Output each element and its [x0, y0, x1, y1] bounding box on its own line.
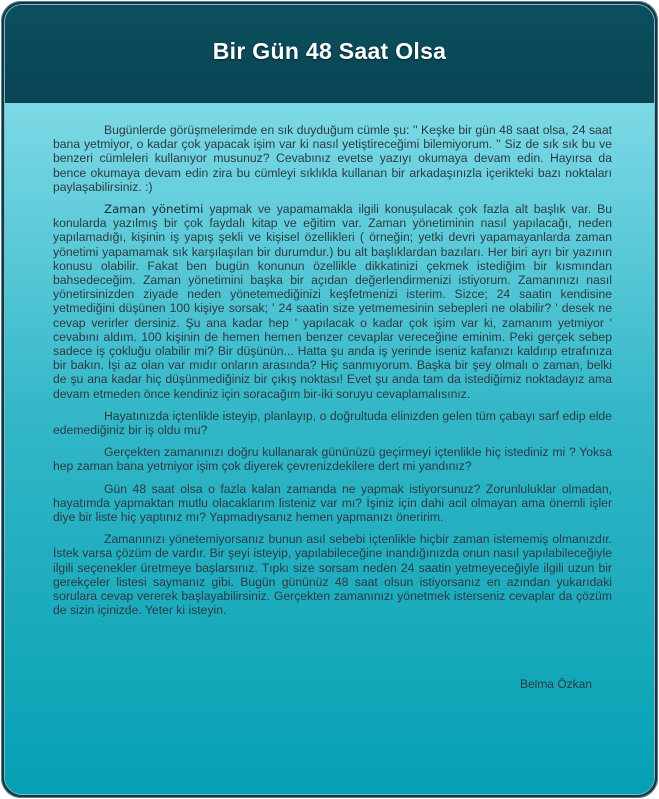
paragraph-6	[53, 532, 612, 617]
author-signature: Belma Özkan	[519, 677, 592, 691]
header-bar	[5, 5, 654, 103]
article-body	[5, 103, 654, 794]
paragraph-2	[53, 202, 612, 401]
paragraph-text: Zamanınızı yönetemiyorsanız bunun asıl sebebi içtenlikle hiçbir zaman istememiş olmanızdır. İstek varsa çözüm de vardır. Bir şeyi isteyip, yapılabileceğine inandığınızda onun nasıl yapılabileceğiyle ilgili seçenekler üretmeye başlarsınız. Tıpkı size sorsam neden 24 saatin yetmeyeceğiyle ilgili uzun bir gerekçeler listesi saymanız gibi. Bugün gününüz 48 saat olsun istiyorsanız en azından yukarıdaki sorulara cevap vererek başlayabilirsiniz. Gerçekten zamanınızı yönetmek isterseniz cevaplar da çözüm de sizin içinizde. Yeter ki isteyin.	[53, 532, 612, 618]
paragraph-text: yapmak ve yapamamakla ilgili konuşulacak çok fazla alt başlık var. Bu konularda yazılmış bir çok faydalı kitap ve eğitim var. Zaman yönetiminin nasıl yapılacağı, neden yapılamadığı, kişinin iş yapış şekli ve kişisel özellikleri ( örneğin; yetki devri yapamayanlarda zaman yönetimi yapamamak sık karşılaşılan bir durumdur.) bu alt başlıklardan bazıları. Her biri ayrı bir yazının konusu olabilir. Fakat ben bugün konunun özellikle dikkatinizi çekmek istediğim bir kısmından bahsedeceğim. Zaman yönetimini başka bir açıdan değerlendirmenizi istiyorum. Zamanınızı nasıl yönetirsinizden ziyade neden yönetemediğinizi keşfetmenizi isterim. Sizce; 24 saatin kendisine yetmediğini düşünen 100 kişiye sorsak; ' 24 saatin size yetmemesinin sebepleri ne olabilir? ' desek ne cevap verirler dersiniz. Şu ana kadar hep ' yapılacak o kadar çok işim var ki, zamanım yetmiyor ' cevabını aldım. 100 kişinin de hemen hemen benzer cevaplar vereceğine eminim. Peki gerçek sebep sadece iş çokluğu olabilir mi? Bir düşünün... Hatta şu anda iş yerinde iseniz kafanızı kaldırıp etrafınıza bir bakın. İşi az olan var mıdır onların arasında? Hiç sanmıyorum. Başka bir şey olmalı o zaman, belki de şu ana kadar hiç düşünmediğiniz bir çıkış noktası! Evet şu anda tam da istediğimiz noktadayız ama devam etmeden önce kendiniz için soracağım bir-iki soruyu cevaplamalısınız.	[53, 202, 612, 401]
page-panel	[4, 4, 655, 795]
paragraph-text: Bugünlerde görüşmelerimde en sık duyduğum cümle şu: '' Keşke bir gün 48 saat olsa, 24 saat bana yetmiyor, o kadar çok yapacak işim var ki nasıl yetiştireceğimi bilemiyorum. '' Siz de sık sık bu ve benzeri cümleleri kullanıyor musunuz? Cevabınız evetse yazıyı okumaya devam edin. Hayırsa da bence okumaya devam edin zira bu cümleyi sıklıkla kullanan bir arkadaşınızla içerikteki bazı noktaları paylaşabilirsiniz. :)	[53, 123, 612, 194]
paragraph-3	[53, 409, 612, 437]
page-frame	[1, 1, 658, 798]
paragraph-text: Gerçekten zamanınızı doğru kullanarak gününüzü geçirmeyi içtenlikle hiç istediniz mi ? Yoksa hep zaman bana yetmiyor işim çok diyerek çevrenizdekilere dert mi yandınız?	[53, 445, 612, 474]
page-title: Bir Gün 48 Saat Olsa	[212, 37, 447, 64]
paragraph-text: Hayatınızda içtenlikle isteyip, planlayıp, o doğrultuda elinizden gelen tüm çabayı sarf edip elde edemediğiniz bir iş oldu mu?	[53, 408, 612, 438]
paragraph-4	[53, 445, 612, 473]
paragraph-text: Gün 48 saat olsa o fazla kalan zamanda ne yapmak istiyorsunuz? Zorunluluklar olmadan, hayatımda yapmaktan mutlu olacaklarım listeniz var mı? İşiniz için dahi acil olmayan ama önemli işler diye bir liste hiç yaptınız mı? Yapmadıysanız hemen yapmanızı öneririm.	[53, 481, 612, 525]
zaman-yonetimi-link[interactable]: Zaman yönetimi	[104, 202, 204, 217]
paragraph-1	[53, 123, 612, 194]
paragraph-5	[53, 482, 612, 525]
